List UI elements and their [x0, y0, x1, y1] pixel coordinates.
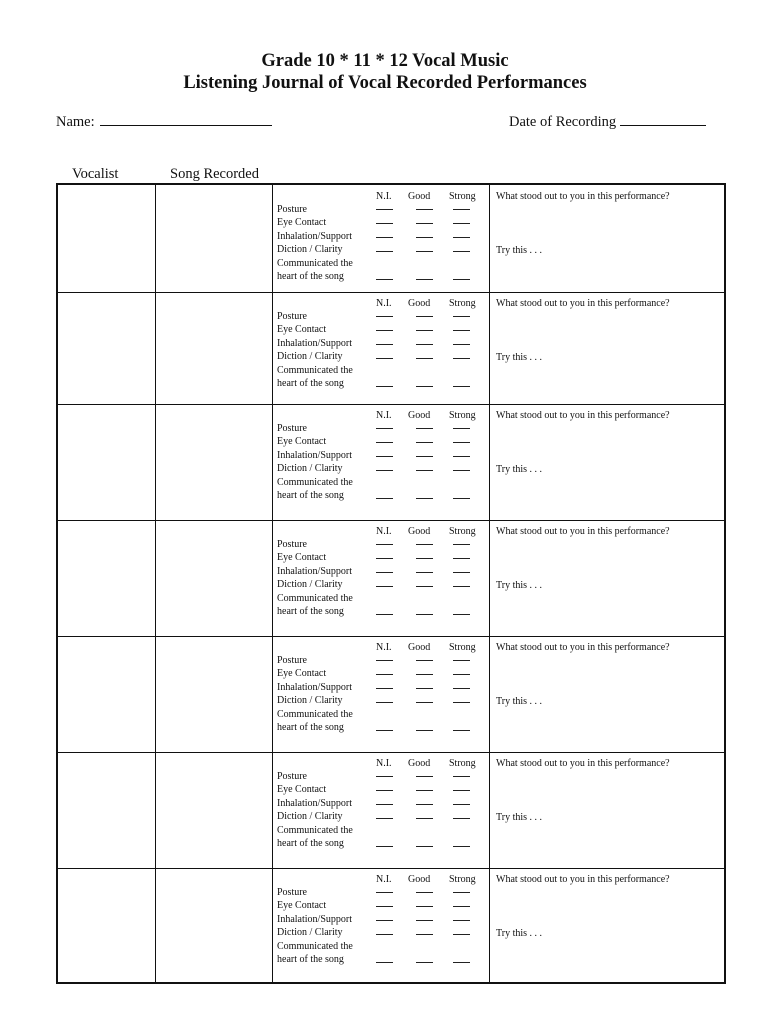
rating-header-good: Good	[408, 410, 431, 421]
rating-blank[interactable]	[453, 790, 470, 791]
row-divider	[58, 868, 724, 869]
criterion-label: Inhalation/Support	[277, 681, 352, 693]
criterion-label: Eye Contact	[277, 217, 327, 229]
criterion-label: Posture	[277, 539, 307, 550]
stood-out-prompt: What stood out to you in this performance?	[496, 191, 670, 202]
rating-blank[interactable]	[453, 572, 470, 573]
rating-blank[interactable]	[416, 386, 433, 387]
criterion-label: Eye Contact	[277, 668, 327, 680]
criterion-label: Eye Contact	[277, 436, 327, 448]
criterion-label: Diction / Clarity	[277, 244, 343, 256]
criterion-label: Posture	[277, 423, 307, 434]
rating-header-good: Good	[408, 758, 431, 769]
rating-blank[interactable]	[453, 846, 470, 847]
rating-blank[interactable]	[416, 572, 433, 573]
rating-blank[interactable]	[416, 730, 433, 731]
rating-blank[interactable]	[376, 428, 393, 429]
rating-blank[interactable]	[416, 558, 433, 559]
criterion-label: heart of the song	[277, 378, 344, 390]
rating-blank[interactable]	[453, 386, 470, 387]
rating-blank[interactable]	[416, 456, 433, 457]
criterion-label: heart of the song	[277, 722, 344, 734]
criterion-label: Inhalation/Support	[277, 797, 352, 809]
rating-blank[interactable]	[416, 586, 433, 587]
rating-blank[interactable]	[453, 209, 470, 210]
name-field	[56, 113, 272, 131]
rating-blank[interactable]	[376, 498, 393, 499]
rating-blank[interactable]	[416, 470, 433, 471]
song-column-header: Song Recorded	[170, 166, 259, 182]
try-this-prompt: Try this . . .	[496, 812, 543, 823]
rating-blank[interactable]	[453, 730, 470, 731]
rating-header-strong: Strong	[449, 874, 476, 885]
rating-blank[interactable]	[453, 934, 470, 935]
stood-out-prompt: What stood out to you in this performance?	[496, 410, 670, 421]
rating-blank[interactable]	[376, 614, 393, 615]
try-this-prompt: Try this . . .	[496, 696, 543, 707]
rating-blank[interactable]	[376, 804, 393, 805]
criterion-label: Inhalation/Support	[277, 565, 352, 577]
rating-blank[interactable]	[453, 330, 470, 331]
rating-blank[interactable]	[453, 237, 470, 238]
rating-header-ni: N.I.	[376, 642, 392, 653]
divider	[272, 185, 273, 982]
rating-blank[interactable]	[376, 730, 393, 731]
rating-blank[interactable]	[416, 316, 433, 317]
rating-blank[interactable]	[453, 688, 470, 689]
rating-blank[interactable]	[453, 558, 470, 559]
criterion-label: Communicated the	[277, 364, 353, 376]
rating-blank[interactable]	[376, 470, 393, 471]
try-this-prompt: Try this . . .	[496, 928, 543, 939]
rating-blank[interactable]	[376, 442, 393, 443]
date-blank[interactable]	[620, 113, 706, 126]
criterion-label: Inhalation/Support	[277, 230, 352, 242]
rating-blank[interactable]	[416, 237, 433, 238]
criterion-label: Diction / Clarity	[277, 463, 343, 475]
rating-header-strong: Strong	[449, 298, 476, 309]
rating-blank[interactable]	[416, 498, 433, 499]
criterion-label: Diction / Clarity	[277, 927, 343, 939]
rating-blank[interactable]	[416, 279, 433, 280]
rating-blank[interactable]	[453, 906, 470, 907]
rating-blank[interactable]	[453, 962, 470, 963]
rating-blank[interactable]	[416, 776, 433, 777]
criterion-label: Posture	[277, 311, 307, 322]
rating-blank[interactable]	[376, 846, 393, 847]
rating-blank[interactable]	[376, 223, 393, 224]
criterion-label: Diction / Clarity	[277, 579, 343, 591]
rating-blank[interactable]	[416, 251, 433, 252]
rating-blank[interactable]	[453, 470, 470, 471]
rating-header-strong: Strong	[449, 191, 476, 202]
rating-blank[interactable]	[416, 702, 433, 703]
criterion-label: heart of the song	[277, 954, 344, 966]
criterion-label: heart of the song	[277, 271, 344, 283]
rating-blank[interactable]	[416, 358, 433, 359]
title-line-2: Listening Journal of Vocal Recorded Performances	[183, 73, 587, 93]
rating-blank[interactable]	[376, 344, 393, 345]
date-field	[509, 113, 706, 131]
rating-blank[interactable]	[453, 251, 470, 252]
rating-header-good: Good	[408, 874, 431, 885]
divider	[489, 185, 490, 982]
criterion-label: Eye Contact	[277, 900, 327, 912]
rating-blank[interactable]	[376, 237, 393, 238]
rating-blank[interactable]	[416, 906, 433, 907]
criterion-label: Posture	[277, 887, 307, 898]
criteria-list	[277, 538, 353, 618]
rating-blank[interactable]	[416, 330, 433, 331]
rating-blank[interactable]	[416, 818, 433, 819]
rating-blank[interactable]	[416, 892, 433, 893]
rating-blank[interactable]	[376, 386, 393, 387]
criterion-label: Inhalation/Support	[277, 913, 352, 925]
rating-blank[interactable]	[453, 428, 470, 429]
rating-blank[interactable]	[376, 330, 393, 331]
rating-blank[interactable]	[453, 892, 470, 893]
rating-blank[interactable]	[453, 223, 470, 224]
criteria-list	[277, 422, 353, 502]
row-divider	[58, 292, 724, 293]
stood-out-prompt: What stood out to you in this performance?	[496, 526, 670, 537]
rating-blank[interactable]	[416, 674, 433, 675]
rating-blank[interactable]	[376, 688, 393, 689]
vocalist-column-header: Vocalist	[72, 166, 119, 182]
criterion-label: Communicated the	[277, 592, 353, 604]
try-this-prompt: Try this . . .	[496, 245, 543, 256]
rating-header-strong: Strong	[449, 410, 476, 421]
criterion-label: Eye Contact	[277, 324, 327, 336]
criteria-list	[277, 310, 353, 390]
rating-header-strong: Strong	[449, 526, 476, 537]
rating-blank[interactable]	[376, 674, 393, 675]
rating-blank[interactable]	[376, 586, 393, 587]
rating-header-strong: Strong	[449, 642, 476, 653]
row-divider	[58, 404, 724, 405]
rating-blank[interactable]	[416, 614, 433, 615]
rating-blank[interactable]	[376, 209, 393, 210]
row-divider	[58, 636, 724, 637]
rating-blank[interactable]	[376, 934, 393, 935]
stood-out-prompt: What stood out to you in this performance?	[496, 874, 670, 885]
rating-blank[interactable]	[453, 776, 470, 777]
rating-blank[interactable]	[416, 804, 433, 805]
rating-blank[interactable]	[453, 804, 470, 805]
rating-header-good: Good	[408, 298, 431, 309]
rating-header-strong: Strong	[449, 758, 476, 769]
try-this-prompt: Try this . . .	[496, 464, 543, 475]
rating-blank[interactable]	[376, 776, 393, 777]
criterion-label: Communicated the	[277, 476, 353, 488]
rating-blank[interactable]	[453, 279, 470, 280]
rating-blank[interactable]	[416, 962, 433, 963]
criterion-label: Communicated the	[277, 824, 353, 836]
rating-header-good: Good	[408, 642, 431, 653]
rating-blank[interactable]	[416, 344, 433, 345]
rating-blank[interactable]	[376, 251, 393, 252]
rating-header-good: Good	[408, 526, 431, 537]
rating-blank[interactable]	[453, 456, 470, 457]
rating-blank[interactable]	[453, 586, 470, 587]
criterion-label: heart of the song	[277, 490, 344, 502]
rating-blank[interactable]	[416, 660, 433, 661]
rating-blank[interactable]	[376, 316, 393, 317]
rating-blank[interactable]	[376, 920, 393, 921]
rating-blank[interactable]	[453, 498, 470, 499]
rating-blank[interactable]	[416, 846, 433, 847]
criteria-list	[277, 770, 353, 850]
rating-header-ni: N.I.	[376, 410, 392, 421]
rating-blank[interactable]	[453, 442, 470, 443]
rating-blank[interactable]	[453, 344, 470, 345]
rating-blank[interactable]	[416, 934, 433, 935]
criterion-label: heart of the song	[277, 838, 344, 850]
rating-blank[interactable]	[416, 209, 433, 210]
stood-out-prompt: What stood out to you in this performance?	[496, 642, 670, 653]
criterion-label: Inhalation/Support	[277, 449, 352, 461]
criterion-label: heart of the song	[277, 606, 344, 618]
criterion-label: Communicated the	[277, 940, 353, 952]
rating-header-ni: N.I.	[376, 526, 392, 537]
criterion-label: Posture	[277, 655, 307, 666]
rating-blank[interactable]	[376, 572, 393, 573]
stood-out-prompt: What stood out to you in this performance?	[496, 298, 670, 309]
rating-blank[interactable]	[416, 223, 433, 224]
rating-header-ni: N.I.	[376, 874, 392, 885]
name-blank[interactable]	[100, 113, 272, 126]
criterion-label: Inhalation/Support	[277, 337, 352, 349]
rating-blank[interactable]	[376, 892, 393, 893]
criterion-label: Posture	[277, 204, 307, 215]
rating-blank[interactable]	[416, 688, 433, 689]
rating-blank[interactable]	[453, 702, 470, 703]
rating-blank[interactable]	[453, 920, 470, 921]
criteria-list	[277, 654, 353, 734]
rating-blank[interactable]	[376, 544, 393, 545]
rating-blank[interactable]	[453, 660, 470, 661]
criterion-label: Diction / Clarity	[277, 695, 343, 707]
title-line-1: Grade 10 * 11 * 12 Vocal Music	[261, 51, 509, 71]
rating-blank[interactable]	[376, 702, 393, 703]
rating-blank[interactable]	[376, 279, 393, 280]
rating-blank[interactable]	[416, 920, 433, 921]
rating-blank[interactable]	[376, 456, 393, 457]
page-title	[0, 50, 770, 94]
criterion-label: Posture	[277, 771, 307, 782]
rating-blank[interactable]	[453, 614, 470, 615]
rating-header-ni: N.I.	[376, 191, 392, 202]
criterion-label: Diction / Clarity	[277, 351, 343, 363]
try-this-prompt: Try this . . .	[496, 580, 543, 591]
criterion-label: Communicated the	[277, 708, 353, 720]
rating-header-good: Good	[408, 191, 431, 202]
criterion-label: Eye Contact	[277, 552, 327, 564]
rating-blank[interactable]	[453, 544, 470, 545]
name-label: Name:	[56, 114, 95, 130]
rating-blank[interactable]	[416, 544, 433, 545]
rating-header-ni: N.I.	[376, 758, 392, 769]
criterion-label: Communicated the	[277, 257, 353, 269]
rating-blank[interactable]	[376, 558, 393, 559]
rating-blank[interactable]	[376, 962, 393, 963]
criteria-list	[277, 886, 353, 966]
rating-blank[interactable]	[416, 790, 433, 791]
rating-blank[interactable]	[416, 428, 433, 429]
rating-blank[interactable]	[453, 674, 470, 675]
try-this-prompt: Try this . . .	[496, 352, 543, 363]
criterion-label: Eye Contact	[277, 784, 327, 796]
rating-blank[interactable]	[453, 316, 470, 317]
rating-header-ni: N.I.	[376, 298, 392, 309]
row-divider	[58, 520, 724, 521]
criteria-list	[277, 203, 353, 283]
rating-blank[interactable]	[453, 358, 470, 359]
rating-blank[interactable]	[376, 906, 393, 907]
divider	[155, 185, 156, 982]
stood-out-prompt: What stood out to you in this performance?	[496, 758, 670, 769]
rating-blank[interactable]	[453, 818, 470, 819]
rating-blank[interactable]	[376, 790, 393, 791]
row-divider	[58, 752, 724, 753]
date-label: Date of Recording	[509, 114, 617, 130]
rating-blank[interactable]	[376, 660, 393, 661]
criterion-label: Diction / Clarity	[277, 811, 343, 823]
rating-blank[interactable]	[376, 358, 393, 359]
rating-blank[interactable]	[376, 818, 393, 819]
journal-table	[56, 183, 726, 984]
rating-blank[interactable]	[416, 442, 433, 443]
